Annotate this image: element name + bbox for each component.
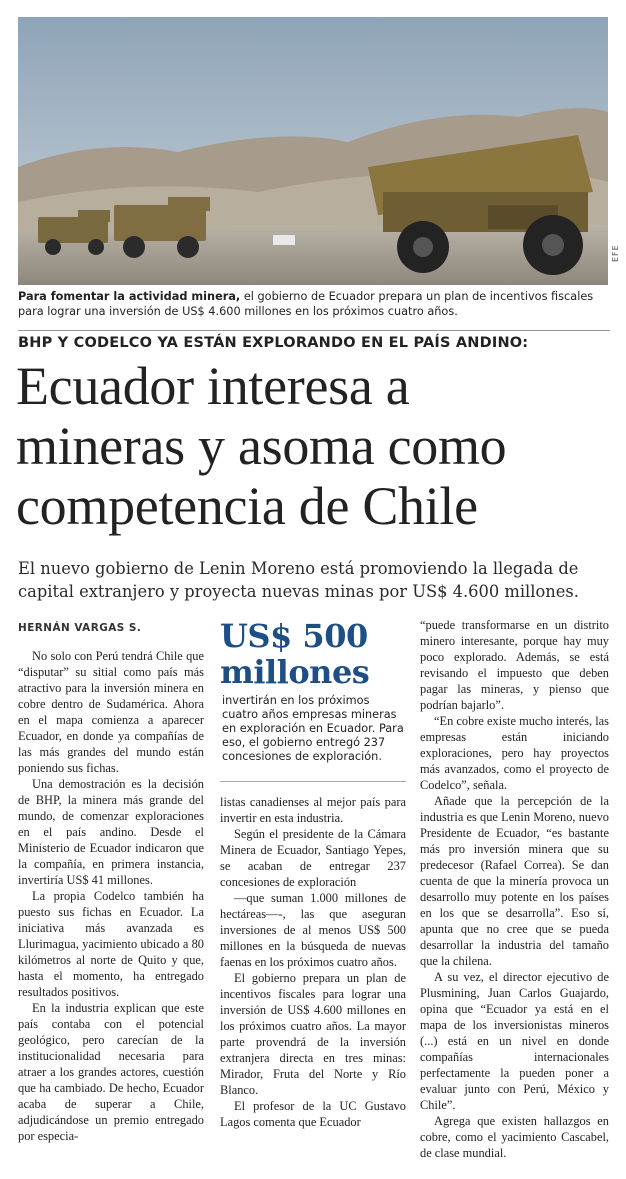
paragraph: Añade que la percepción de la industria es que Lenin Moreno, nuevo Presidente de Ecuador, “es bastante más pro inversión minera que su predecesor (Rafael Correa). Se dan cuenta de que la minería provoca un desarrollo muy potente en los países en los que se desarrolla”. Eso sí, apunta que no cree que se pueda desarrollar la industria del tamaño que la chilena. xyxy=(420,794,609,968)
pull-quote-text xyxy=(220,694,406,764)
paragraph: El profesor de la UC Gustavo Lagos comenta que Ecuador xyxy=(220,1099,406,1129)
pull-quote xyxy=(220,618,406,764)
paragraph: —que suman 1.000 millones de hectáreas—-, las que aseguran inversiones de al menos US$ 500 millones en la búsqueda de nuevas faenas en los próximos cuatro años. xyxy=(220,891,406,969)
pull-quote-line: en exploración en Ecuador. Para xyxy=(222,722,404,735)
paragraph-continuation: “puede transformarse en un distrito minero interesante, porque hay muy poco explorado. Además, se está revisando el impuesto que deben pagar las mineras, y pienso que podrían bajarlo”. xyxy=(420,618,609,712)
paragraph: El gobierno prepara un plan de incentivos fiscales para lograr una inversión de US$ 4.600 millones en los próximos cuatro años. La mayor parte provendrá de la inversión extranjera directa en tres minas: Mirador, Fruta del Norte y Río Blanco. xyxy=(220,971,406,1097)
paragraph: No solo con Perú tendrá Chile que “disputar” su sitial como país más atractivo para la inversión minera en cobre dentro de Sudamérica. Ahora en el mapa comienza a aparecer Ecuador, en donde ya compañías de las más grandes del mundo están poniendo sus fichas. xyxy=(18,649,204,775)
headline-line: mineras y asoma como xyxy=(16,416,507,476)
pull-quote-divider xyxy=(220,781,406,782)
pull-quote-line: invertirán en los próximos xyxy=(222,694,370,707)
pull-quote-amount xyxy=(220,618,406,690)
subheadline xyxy=(18,557,618,603)
photo-illustration xyxy=(18,17,608,285)
headline-line: Ecuador interesa a xyxy=(16,356,410,416)
headline xyxy=(16,356,616,536)
caption-lead: Para fomentar la actividad minera, xyxy=(18,290,241,303)
pull-quote-amount-line: US$ 500 xyxy=(220,617,368,655)
paragraph: Agrega que existen hallazgos en cobre, como el yacimiento Cascabel, de clase mundial. xyxy=(420,1114,609,1160)
photo-caption xyxy=(18,289,610,319)
article-column-1 xyxy=(18,648,204,1144)
pull-quote-amount-line: millones xyxy=(220,653,370,691)
subheadline-line: El nuevo gobierno de Lenin Moreno está promoviendo la llegada de xyxy=(18,559,579,578)
paragraph: En la industria explican que este país contaba con el potencial geológico, pero carecían de la institucionalidad necesaria para atraer a los grandes actores, cuestión que ha cambiado. De hecho, Ecuador acaba de superar a Chile, adjudicándose un premio entregado por especia- xyxy=(18,1001,204,1143)
pull-quote-line: cuatro años empresas mineras xyxy=(222,708,397,721)
byline: HERNÁN VARGAS S. xyxy=(18,622,142,634)
mining-trucks-photo xyxy=(18,17,608,285)
paragraph-continuation: listas canadienses al mejor país para invertir en esta industria. xyxy=(220,795,406,825)
article-column-2 xyxy=(220,794,406,1130)
pull-quote-line: eso, el gobierno entregó 237 xyxy=(222,736,386,749)
article-column-3 xyxy=(420,617,609,1161)
caption-text: el gobierno de Ecuador prepara un plan de incentivos fiscales para lograr una inversión de US$ 4.600 millones en los próximos cuatro años. xyxy=(18,290,594,318)
photo-credit: EFE xyxy=(611,244,620,262)
paragraph: “En cobre existe mucho interés, las empresas están iniciando exploraciones, pero hay proyectos más avanzados, como el proyecto de Codelco”, señala. xyxy=(420,714,609,792)
headline-line: competencia de Chile xyxy=(16,476,478,536)
paragraph: Según el presidente de la Cámara Minera de Ecuador, Santiago Yepes, se acaban de entregar 237 concesiones de exploración xyxy=(220,827,406,889)
paragraph: Una demostración es la decisión de BHP, la minera más grande del mundo, de comenzar exploraciones en el país andino. Desde el Ministerio de Ecuador indicaron que la compañía, en primera instancia, invertiría US$ 41 millones. xyxy=(18,777,204,887)
paragraph: A su vez, el director ejecutivo de Plusmining, Juan Carlos Guajardo, opina que “Ecuador ya está en el mapa de los inversionistas mineros (...) está en un nivel en donde compañías internacionales perfectamente la pueden poner a evaluar junto con Perú, México y Chile”. xyxy=(420,970,609,1112)
divider xyxy=(18,330,610,331)
kicker: BHP Y CODELCO YA ESTÁN EXPLORANDO EN EL PAÍS ANDINO: xyxy=(18,335,529,351)
pull-quote-line: concesiones de exploración. xyxy=(222,750,382,763)
paragraph: La propia Codelco también ha puesto sus fichas en Ecuador. La iniciativa más avanzada es Llurimagua, yacimiento ubicado a 80 kilómetros al norte de Quito y que, hasta el momento, ha entregado resultados positivos. xyxy=(18,889,204,999)
subheadline-line: capital extranjero y proyecta nuevas minas por US$ 4.600 millones. xyxy=(18,582,579,601)
